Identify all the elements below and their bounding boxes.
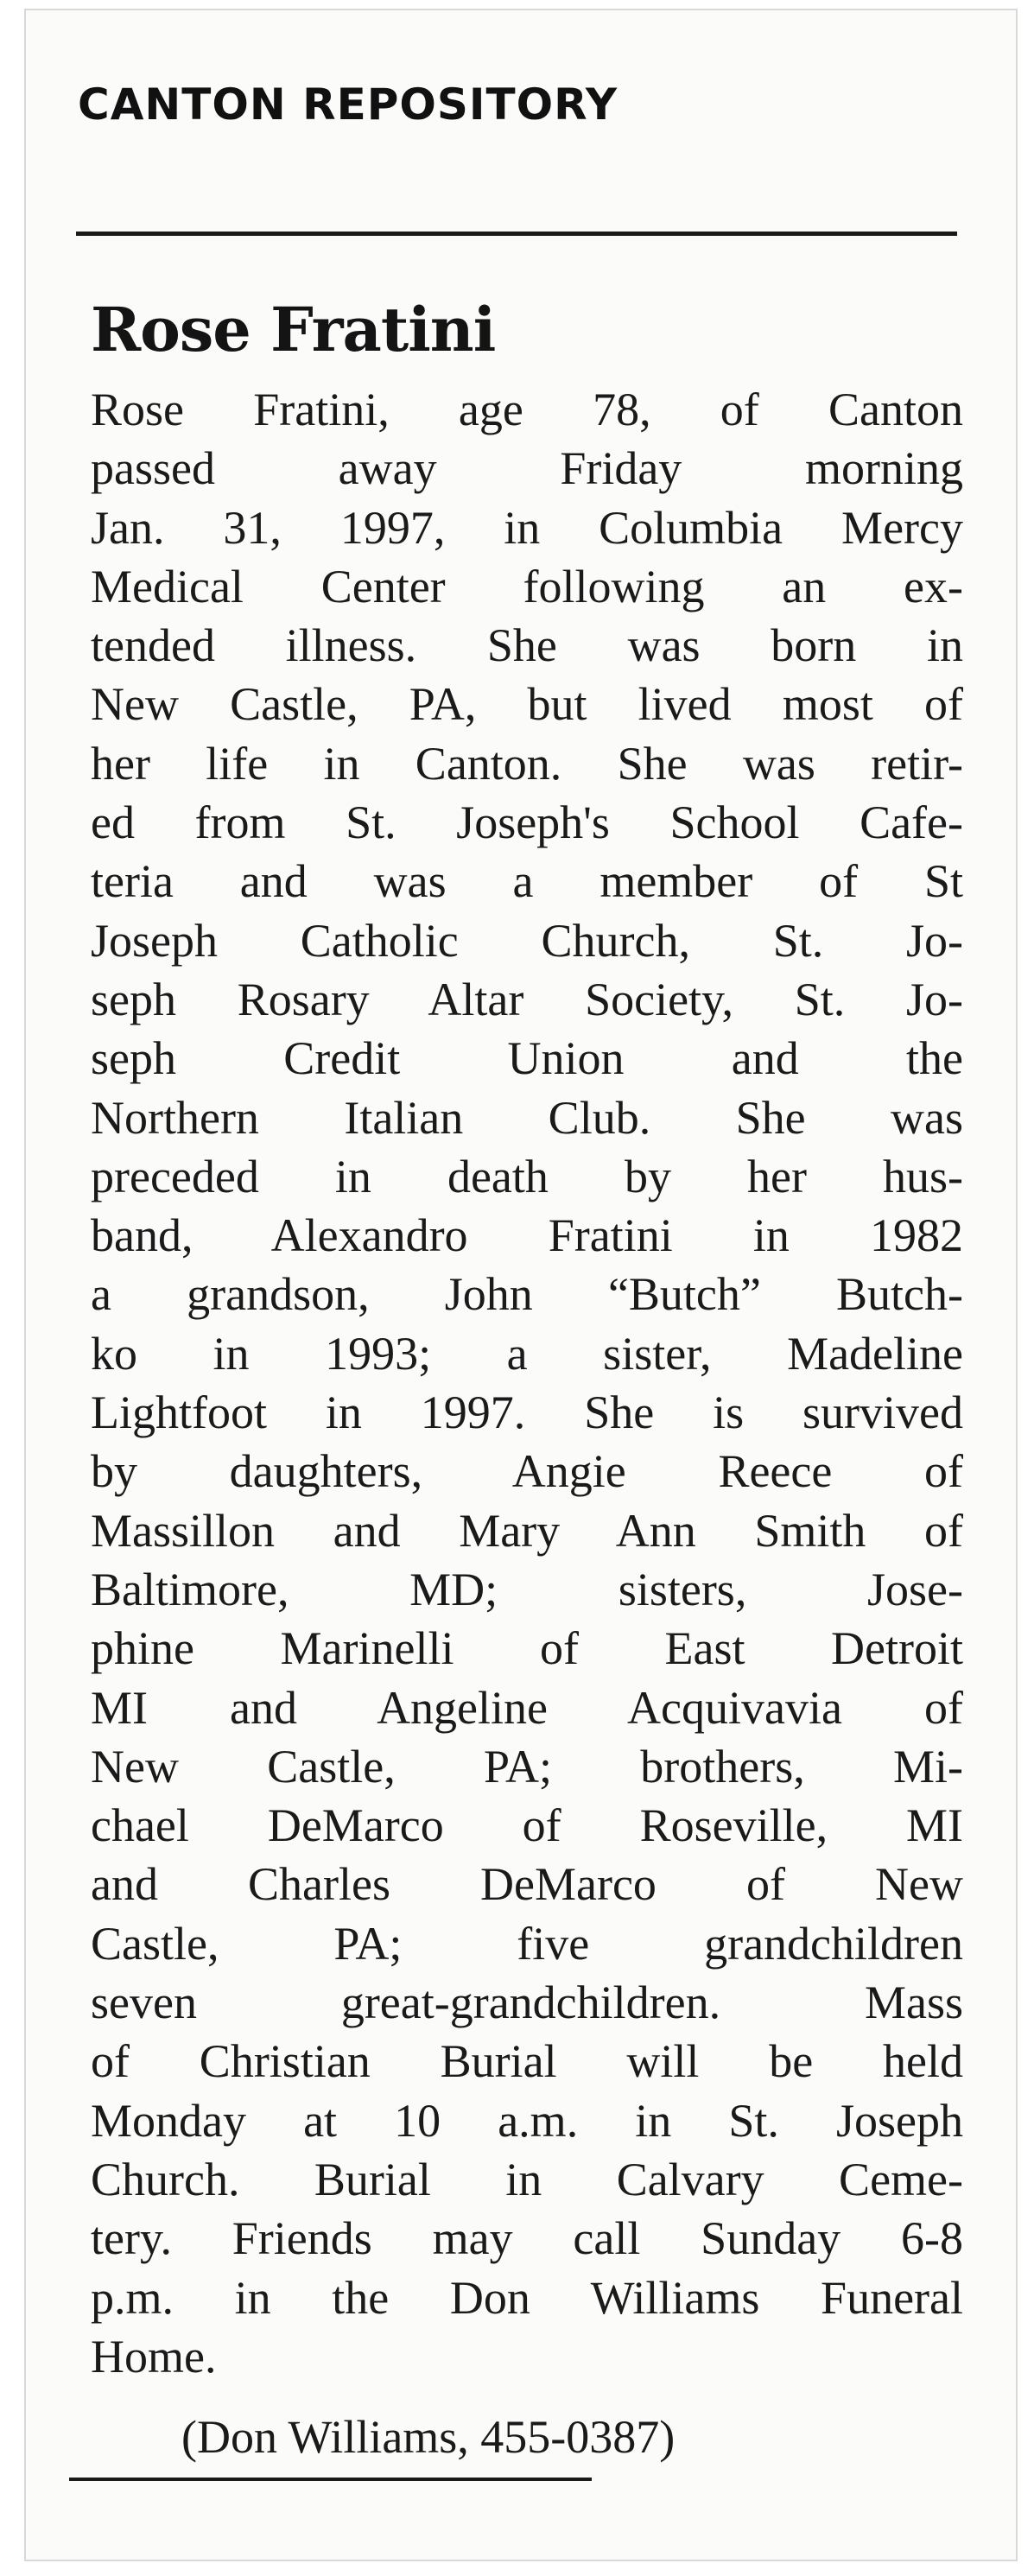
- masthead: CANTON REPOSITORY: [78, 79, 618, 130]
- body-line: and Charles DeMarco of New: [91, 1858, 963, 1911]
- body-line: passed away Friday morning: [91, 442, 963, 495]
- body-line: preceded in death by her hus-: [91, 1150, 963, 1202]
- body-line: a grandson, John “Butch” Butch-: [91, 1268, 963, 1321]
- body-line: chael DeMarco of Roseville, MI: [91, 1799, 963, 1852]
- body-line: band, Alexandro Fratini in 1982: [91, 1209, 963, 1262]
- body-line: of Christian Burial will be held: [91, 2035, 963, 2088]
- body-line: Northern Italian Club. She was: [91, 1091, 963, 1144]
- body-line: Baltimore, MD; sisters, Jose-: [91, 1563, 963, 1615]
- top-rule: [76, 232, 957, 236]
- body-line: Jan. 31, 1997, in Columbia Mercy: [91, 501, 963, 554]
- body-line: Monday at 10 a.m. in St. Joseph: [91, 2094, 963, 2147]
- body-line: seph Rosary Altar Society, St. Jo-: [91, 973, 963, 1025]
- body-line: Medical Center following an ex-: [91, 560, 963, 612]
- body-line: ed from St. Joseph's School Cafe-: [91, 796, 963, 849]
- body-line: Rose Fratini, age 78, of Canton: [91, 384, 963, 435]
- body-line: Joseph Catholic Church, St. Jo-: [91, 914, 963, 967]
- funeral-home-credit: (Don Williams, 455-0387): [181, 2411, 676, 2463]
- body-line: Home.: [91, 2330, 217, 2382]
- bottom-rule: [69, 2478, 592, 2481]
- body-line: teria and was a member of St: [91, 855, 963, 908]
- body-line: Lightfoot in 1997. She is survived: [91, 1386, 963, 1439]
- body-line: tery. Friends may call Sunday 6-8: [91, 2212, 963, 2265]
- body-line: p.m. in the Don Williams Funeral: [91, 2271, 963, 2324]
- obituary-headline: Rose Fratini: [91, 294, 496, 365]
- body-line: by daughters, Angie Reece of: [91, 1445, 963, 1498]
- body-line: Massillon and Mary Ann Smith of: [91, 1504, 963, 1557]
- body-line: her life in Canton. She was retir-: [91, 737, 963, 790]
- body-line: phine Marinelli of East Detroit: [91, 1622, 963, 1675]
- obituary-body: [91, 380, 963, 2386]
- body-line: Church. Burial in Calvary Ceme-: [91, 2153, 963, 2205]
- body-line: ko in 1993; a sister, Madeline: [91, 1327, 963, 1380]
- body-line: seph Credit Union and the: [91, 1032, 963, 1085]
- body-line: MI and Angeline Acquivavia of: [91, 1681, 963, 1734]
- body-line: New Castle, PA; brothers, Mi-: [91, 1740, 963, 1792]
- body-line: tended illness. She was born in: [91, 619, 963, 672]
- body-line: Castle, PA; five grandchildren: [91, 1917, 963, 1970]
- body-line: seven great-grandchildren. Mass: [91, 1976, 963, 2029]
- body-line: New Castle, PA, but lived most of: [91, 678, 963, 731]
